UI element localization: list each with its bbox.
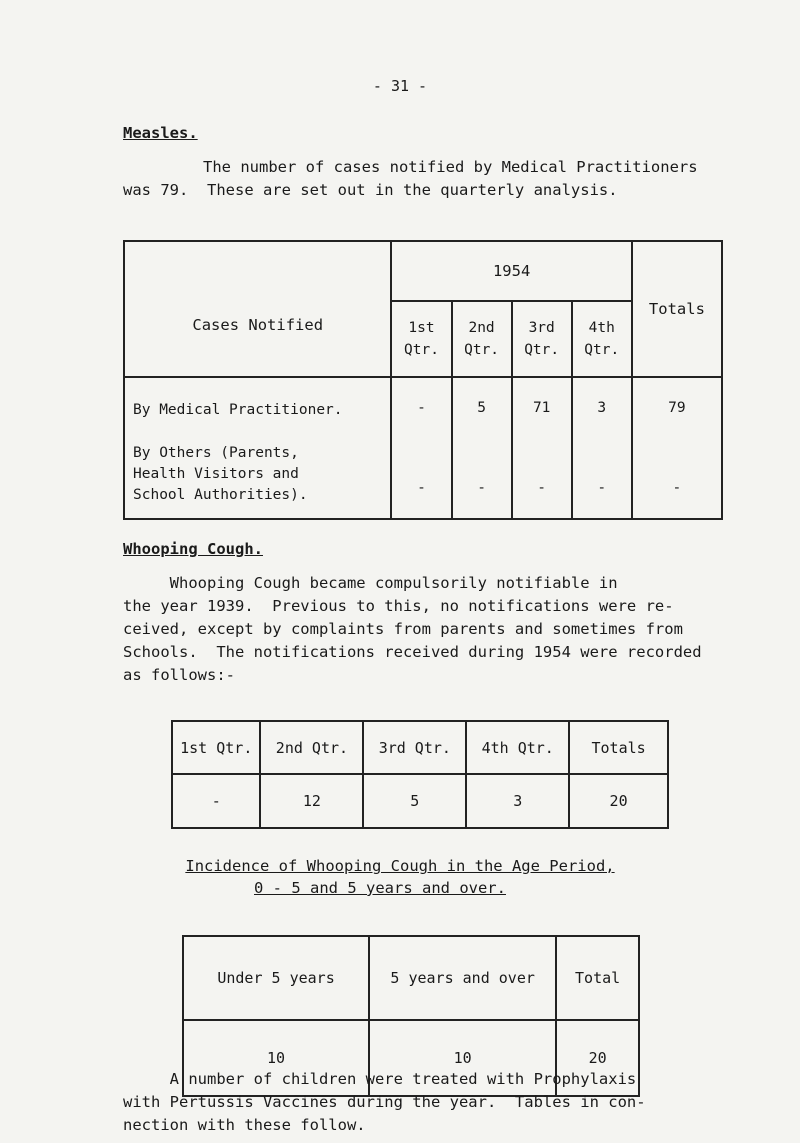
whooping-para-line-5: as follows:-: [123, 666, 235, 684]
whooping-value-q4: 3: [466, 774, 569, 828]
whooping-header-q4: 4th Qtr.: [466, 721, 569, 774]
closing-line-2: with Pertussis Vaccines during the year. Tables in con-: [123, 1093, 646, 1111]
incidence-title-line-2: 0 - 5 and 5 years and over.: [254, 879, 506, 897]
measles-para-line-2: was 79. These are set out in the quarterly analysis.: [123, 181, 618, 199]
whooping-table: [171, 720, 669, 829]
measles-paragraph: [123, 156, 783, 202]
closing-paragraph: [123, 1068, 783, 1137]
row-labels: [124, 377, 391, 519]
whooping-para-line-4: Schools. The notifications received during 1954 were recorded: [123, 643, 702, 661]
measles-para-line-1: The number of cases notified by Medical Practitioners: [203, 158, 698, 176]
incidence-header-under-5: Under 5 years: [183, 936, 369, 1020]
whooping-header-totals: Totals: [569, 721, 668, 774]
whooping-header-q3: 3rd Qtr.: [363, 721, 466, 774]
q3-values: 71 -: [512, 377, 572, 519]
whooping-para-line-1: Whooping Cough became compulsorily notifiable in: [123, 574, 618, 592]
header-totals: Totals: [632, 241, 722, 377]
measles-heading: Measles.: [123, 124, 198, 142]
incidence-value-total: 20: [556, 1020, 639, 1096]
incidence-header-total: Total: [556, 936, 639, 1020]
row-others-label-1: By Others (Parents,: [133, 445, 299, 461]
incidence-value-under-5: 10: [183, 1020, 369, 1096]
header-quarter-2: 2nd Qtr.: [452, 301, 512, 377]
header-quarter-1: 1st Qtr.: [391, 301, 451, 377]
closing-line-3: nection with these follow.: [123, 1116, 366, 1134]
row-others-label-2: Health Visitors and: [133, 466, 299, 482]
whooping-para-line-3: ceived, except by complaints from parents and sometimes from: [123, 620, 683, 638]
header-quarter-3: 3rd Qtr.: [512, 301, 572, 377]
closing-line-1: A number of children were treated with Prophylaxis: [123, 1070, 637, 1088]
incidence-header-5-and-over: 5 years and over: [369, 936, 556, 1020]
row-medical-practitioner-label: By Medical Practitioner.: [133, 402, 343, 418]
measles-table: [123, 240, 723, 520]
whooping-para-line-2: the year 1939. Previous to this, no notifications were re-: [123, 597, 674, 615]
header-cases-notified: Cases Notified: [124, 241, 391, 377]
whooping-value-q2: 12: [260, 774, 363, 828]
page-number: - 31 -: [372, 77, 428, 95]
totals-values: 79 -: [632, 377, 722, 519]
header-year: 1954: [391, 241, 631, 301]
q4-values: 3 -: [572, 377, 632, 519]
whooping-value-totals: 20: [569, 774, 668, 828]
q1-values: - -: [391, 377, 451, 519]
whooping-header-q1: 1st Qtr.: [172, 721, 260, 774]
whooping-paragraph: [123, 572, 783, 687]
q2-values: 5 -: [452, 377, 512, 519]
row-others-label-3: School Authorities).: [133, 487, 308, 503]
incidence-title-line-1: Incidence of Whooping Cough in the Age Period,: [185, 857, 615, 875]
whooping-value-q3: 5: [363, 774, 466, 828]
incidence-title: [0, 855, 800, 899]
whooping-header-q2: 2nd Qtr.: [260, 721, 363, 774]
whooping-value-q1: -: [172, 774, 260, 828]
incidence-value-5-and-over: 10: [369, 1020, 556, 1096]
whooping-heading: Whooping Cough.: [123, 540, 263, 558]
header-quarter-4: 4th Qtr.: [572, 301, 632, 377]
